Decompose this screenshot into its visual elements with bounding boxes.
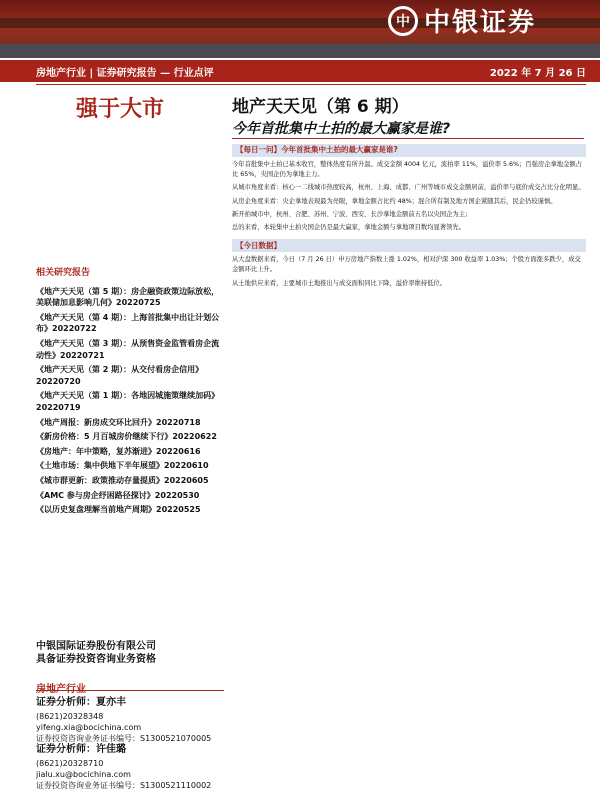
divider <box>36 84 586 85</box>
related-report-link[interactable]: 《地产天天见（第 3 期）：从预售资金监管看房企流动性》20220721 <box>36 338 220 360</box>
paragraph: 新开拍城市中，杭州、合肥、苏州、宁波、西安、长沙拿地金额前五名以央国企为主； <box>232 210 472 218</box>
analyst-phone: (8621)20328710 <box>36 759 104 768</box>
paragraph: 从土地供应来看，主要城市土地推出与成交面积同比下降，溢价率维持低位。 <box>232 279 447 287</box>
related-report-link[interactable]: 《以历史复盘理解当前地产周期》20220525 <box>36 505 201 515</box>
logo-name: 中银证券 <box>424 8 537 38</box>
section-daily-question: 【每日一问】今年首批集中土拍的最大赢家是谁? <box>232 144 586 157</box>
analyst-phone: (8621)20328348 <box>36 712 104 721</box>
related-report-link[interactable]: 《地产天天见（第 2 期）：从交付看房企信用》20220720 <box>36 365 204 386</box>
report-category-bar <box>0 60 600 82</box>
related-report-link[interactable]: 《房地产：年中策略，复苏渐进》20220616 <box>36 446 201 456</box>
title-divider <box>232 138 584 139</box>
related-report-link[interactable]: 《城市群更新：政策推动存量提质》20220605 <box>36 475 209 485</box>
paragraph: 总的来看，本轮集中土拍央国企仍是最大赢家，拿地金额与拿地项目数均显著领先。 <box>232 224 465 232</box>
industry-rating: 强于大市 <box>76 97 165 122</box>
related-report-link[interactable]: 《地产天天见（第 4 期）：上海首批集中出让计划公布》20220722 <box>36 312 220 334</box>
paragraph: 今年首批集中土拍已基本收官，整体热度有所升温。成交金额 4004 亿元，流拍率 11%，溢价率 5.6%；百强房企拿地金额占比 65%，央国企仍为拿地主力。 <box>232 161 582 179</box>
paragraph: 从城市角度来看：核心一二线城市热度较高，杭州、上海、成都、广州等城市成交金额居前，溢价率与底价成交占比分化明显。 <box>232 184 585 192</box>
sector-divider <box>36 690 224 691</box>
analyst-cert: 证券投资咨询业务证书编号：S1300521110002 <box>36 781 212 790</box>
paragraph: 从大盘数据来看，今日（7 月 26 日）申万房地产指数上涨 1.02%，相对沪深 300 收益率 1.03%；个股方面涨多跌少，成交金额环比上升。 <box>232 256 581 274</box>
analyst-name: 证券分析师：许佳璐 <box>36 744 126 755</box>
related-report-link[interactable]: 《地产天天见（第 5 期）：房企融资政策边际放松，美联储加息影响几何》20220725 <box>36 286 220 308</box>
related-reports-title: 相关研究报告 <box>36 268 91 278</box>
organization-info: 中银国际证券股份有限公司 具备证券投资咨询业务资格 <box>36 641 156 665</box>
main-content <box>232 144 586 292</box>
related-report-link[interactable]: 《地产周报：新房成交环比回升》20220718 <box>36 417 201 427</box>
logo-mark-icon: 中 <box>388 6 418 36</box>
report-category: 房地产行业 | 证券研究报告 — 行业点评 <box>36 67 214 79</box>
sector-label <box>36 680 86 695</box>
company-logo <box>388 2 536 39</box>
analyst-email[interactable]: yifeng.xia@bocichina.com <box>36 723 142 732</box>
paragraph: 从房企角度来看：央企拿地表现最为亮眼，拿地金额占比约 48%；混合所有制及地方国企紧随其后，民企仍较谨慎。 <box>232 197 557 205</box>
analyst-email[interactable]: jialu.xu@bocichina.com <box>36 770 131 779</box>
section-daily-data: 【今日数据】 <box>232 239 586 252</box>
analyst-cert: 证券投资咨询业务证书编号：S1300521070005 <box>36 734 212 743</box>
banner-ground-decoration <box>0 44 600 58</box>
report-date: 2022 年 7 月 26 日 <box>489 67 586 79</box>
analyst-name: 证券分析师：夏亦丰 <box>36 697 126 708</box>
related-report-link[interactable]: 《土地市场：集中供地下半年展望》20220610 <box>36 461 209 471</box>
report-subtitle: 今年首批集中土拍的最大赢家是谁? <box>232 121 451 137</box>
analyst-block <box>36 744 226 791</box>
related-report-link[interactable]: 《AMC 参与房企纾困路径探讨》20220530 <box>36 490 200 500</box>
header-banner <box>0 0 600 58</box>
related-report-link[interactable]: 《地产天天见（第 1 期）：各地因城施策继续加码》20220719 <box>36 391 220 412</box>
report-title: 地产天天见（第 6 期） <box>232 97 409 117</box>
related-report-link[interactable]: 《新房价格：5 月百城房价继续下行》20220622 <box>36 432 217 442</box>
related-reports <box>36 268 224 519</box>
analyst-block <box>36 697 226 744</box>
